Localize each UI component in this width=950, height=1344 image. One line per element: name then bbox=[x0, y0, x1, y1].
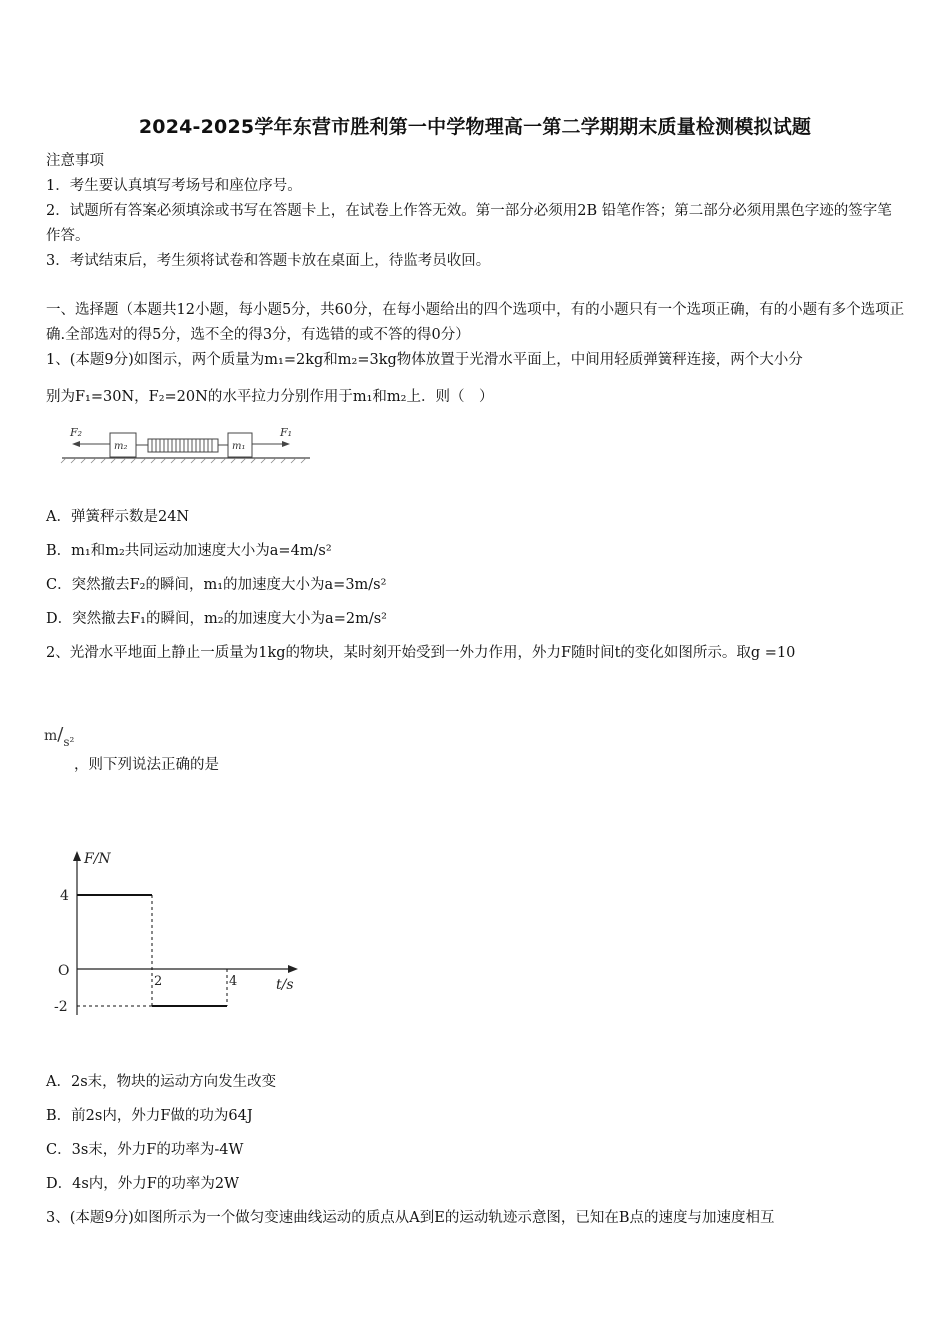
unit-numerator: m bbox=[44, 728, 58, 744]
origin-label: O bbox=[58, 963, 70, 979]
q1-option-a: A．弹簧秤示数是24N bbox=[46, 509, 190, 525]
label-m1: m₁ bbox=[232, 441, 246, 452]
spring-housing bbox=[148, 439, 218, 452]
q2-option-d: D．4s内，外力F的功率为2W bbox=[46, 1176, 239, 1192]
y-axis-label: F/N bbox=[84, 851, 111, 867]
x-axis-label: t/s bbox=[276, 977, 294, 993]
q1-option-c: C．突然撤去F₂的瞬间，m₁的加速度大小为a=3m/s² bbox=[46, 577, 387, 593]
label-m2: m₂ bbox=[114, 441, 128, 452]
notice-heading: 注意事项 bbox=[46, 153, 104, 169]
q2-option-a: A．2s末，物块的运动方向发生改变 bbox=[46, 1074, 277, 1090]
q2-stem-line-1: 2、光滑水平地面上静止一质量为1kg的物块，某时刻开始受到一外力作用，外力F随时间t的变化如图所示。取g =10 bbox=[46, 645, 796, 661]
notice-item-2: 2．试题所有答案必须填涂或书写在答题卡上，在试卷上作答无效。第一部分必须用2B 铅笔作答；第二部分必须用黑色字迹的签字笔作答。 bbox=[46, 203, 892, 244]
spring-coils bbox=[152, 439, 212, 452]
document-title: 2024-2025学年东营市胜利第一中学物理高一第二学期期末质量检测模拟试题 bbox=[138, 116, 812, 138]
force-f2-arrow bbox=[72, 441, 110, 447]
q1-stem-line-1: 1、(本题9分)如图示，两个质量为m₁=2kg和m₂=3kg物体放置于光滑水平面上，中间用轻质弹簧秤连接，两个大小分 bbox=[46, 352, 803, 368]
tick-label-y-4: 4 bbox=[60, 888, 69, 904]
q2-option-c: C．3s末，外力F的功率为-4W bbox=[46, 1142, 244, 1158]
q2-force-time-graph bbox=[46, 845, 306, 1025]
x-axis-arrow bbox=[288, 965, 298, 973]
tick-label-t-4: 4 bbox=[229, 974, 238, 989]
tick-label-y-neg2: -2 bbox=[54, 999, 68, 1015]
label-f1: F₁ bbox=[280, 426, 293, 439]
notice-item-1: 1．考生要认真填写考场号和座位序号。 bbox=[46, 178, 302, 194]
notice-item-3: 3．考试结束后，考生须将试卷和答题卡放在桌面上，待监考员收回。 bbox=[46, 253, 491, 269]
q2-option-b: B．前2s内，外力F做的功为64J bbox=[46, 1108, 253, 1124]
unit-denominator: s² bbox=[63, 735, 75, 749]
y-axis-arrow bbox=[73, 851, 81, 861]
label-f2: F₂ bbox=[70, 426, 83, 439]
q1-spring-figure bbox=[58, 420, 318, 465]
section-1-heading: 一、选择题（本题共12小题，每小题5分，共60分，在每小题给出的四个选项中，有的小题只有一个选项正确，有的小题有多个选项正确.全部选对的得5分，选不全的得3分，有选错的或不答的得0分） bbox=[46, 302, 905, 343]
q1-stem-line-2: 别为F₁=30N，F₂=20N的水平拉力分别作用于m₁和m₂上．则（ ） bbox=[46, 389, 494, 405]
q2-unit-fraction: m/s² bbox=[44, 724, 75, 749]
q1-option-d: D．突然撤去F₁的瞬间，m₂的加速度大小为a=2m/s² bbox=[46, 611, 387, 627]
q3-stem-line-1: 3、(本题9分)如图所示为一个做匀变速曲线运动的质点从A到E的运动轨迹示意图，已知在B点的速度与加速度相互 bbox=[46, 1210, 775, 1226]
q2-stem-line-2: ，则下列说法正确的是 bbox=[74, 757, 219, 773]
ground-hatching bbox=[61, 458, 306, 463]
q1-option-b: B．m₁和m₂共同运动加速度大小为a=4m/s² bbox=[46, 543, 332, 559]
force-f1-arrow bbox=[252, 441, 290, 447]
tick-label-t-2: 2 bbox=[154, 974, 163, 989]
